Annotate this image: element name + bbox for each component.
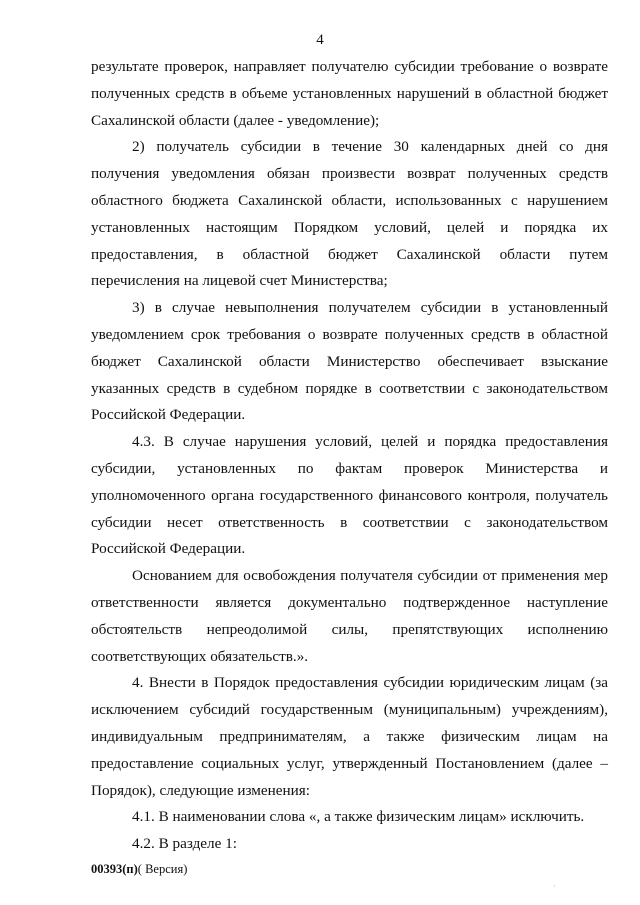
paragraph-item-2: 2) получатель субсидии в течение 30 календарных дней со дня получения уведомления обязан произвести возврат полученных средств областного бюджета Сахалинской области, использованных с нарушением установленных настоящим Порядком условий, целей и порядка их предоставления, в областной бюджет Сахалинской области путем перечисления на лицевой счет Министерства;: [91, 138, 608, 290]
document-footer: [91, 861, 187, 877]
paragraph-item-3: 3) в случае невыполнения получателем субсидии в установленный уведомлением срок требования о возврате полученных средств в областной бюджет Сахалинской области Министерство обеспечивает взыскание указанных средств в судебном порядке в соответствии с законодательством Российской Федерации.: [91, 299, 608, 424]
document-code: 00393(п): [91, 862, 138, 876]
paragraph-clause-4-1: 4.1. В наименовании слова «, а также физическим лицам» исключить.: [132, 808, 585, 826]
scan-mark: ·: [553, 882, 556, 891]
page-number: 4: [316, 32, 324, 48]
paragraph-clause-4-3: 4.3. В случае нарушения условий, целей и порядка предоставления субсидии, установленных по фактам проверок Министерства и уполномоченного органа государственного финансового контроля, получатель субсидии несет ответственность в соответствии с законодательством Российской Федерации.: [91, 433, 608, 558]
paragraph-clause-4: 4. Внести в Порядок предоставления субсидии юридическим лицам (за исключением субсидий государственным (муниципальным) учреждениям), индивидуальным предпринимателям, а также физическим лицам на предоставление социальных услуг, утвержденный Постановлением (далее – Порядок), следующие изменения:: [91, 674, 608, 799]
paragraph-clause-4-2: 4.2. В разделе 1:: [132, 835, 237, 853]
paragraph-exemption: Основанием для освобождения получателя субсидии от применения мер ответственности является документально подтвержденное наступление обстоятельств непреодолимой силы, препятствующих исполнению соответствующих обязательств.».: [91, 567, 608, 665]
document-version: ( Версия): [137, 862, 188, 876]
document-body: [91, 54, 608, 858]
paragraph-continuation: результате проверок, направляет получателю субсидии требование о возврате полученных средств в объеме установленных нарушений в областной бюджет Сахалинской области (далее - уведомление);: [91, 58, 608, 129]
